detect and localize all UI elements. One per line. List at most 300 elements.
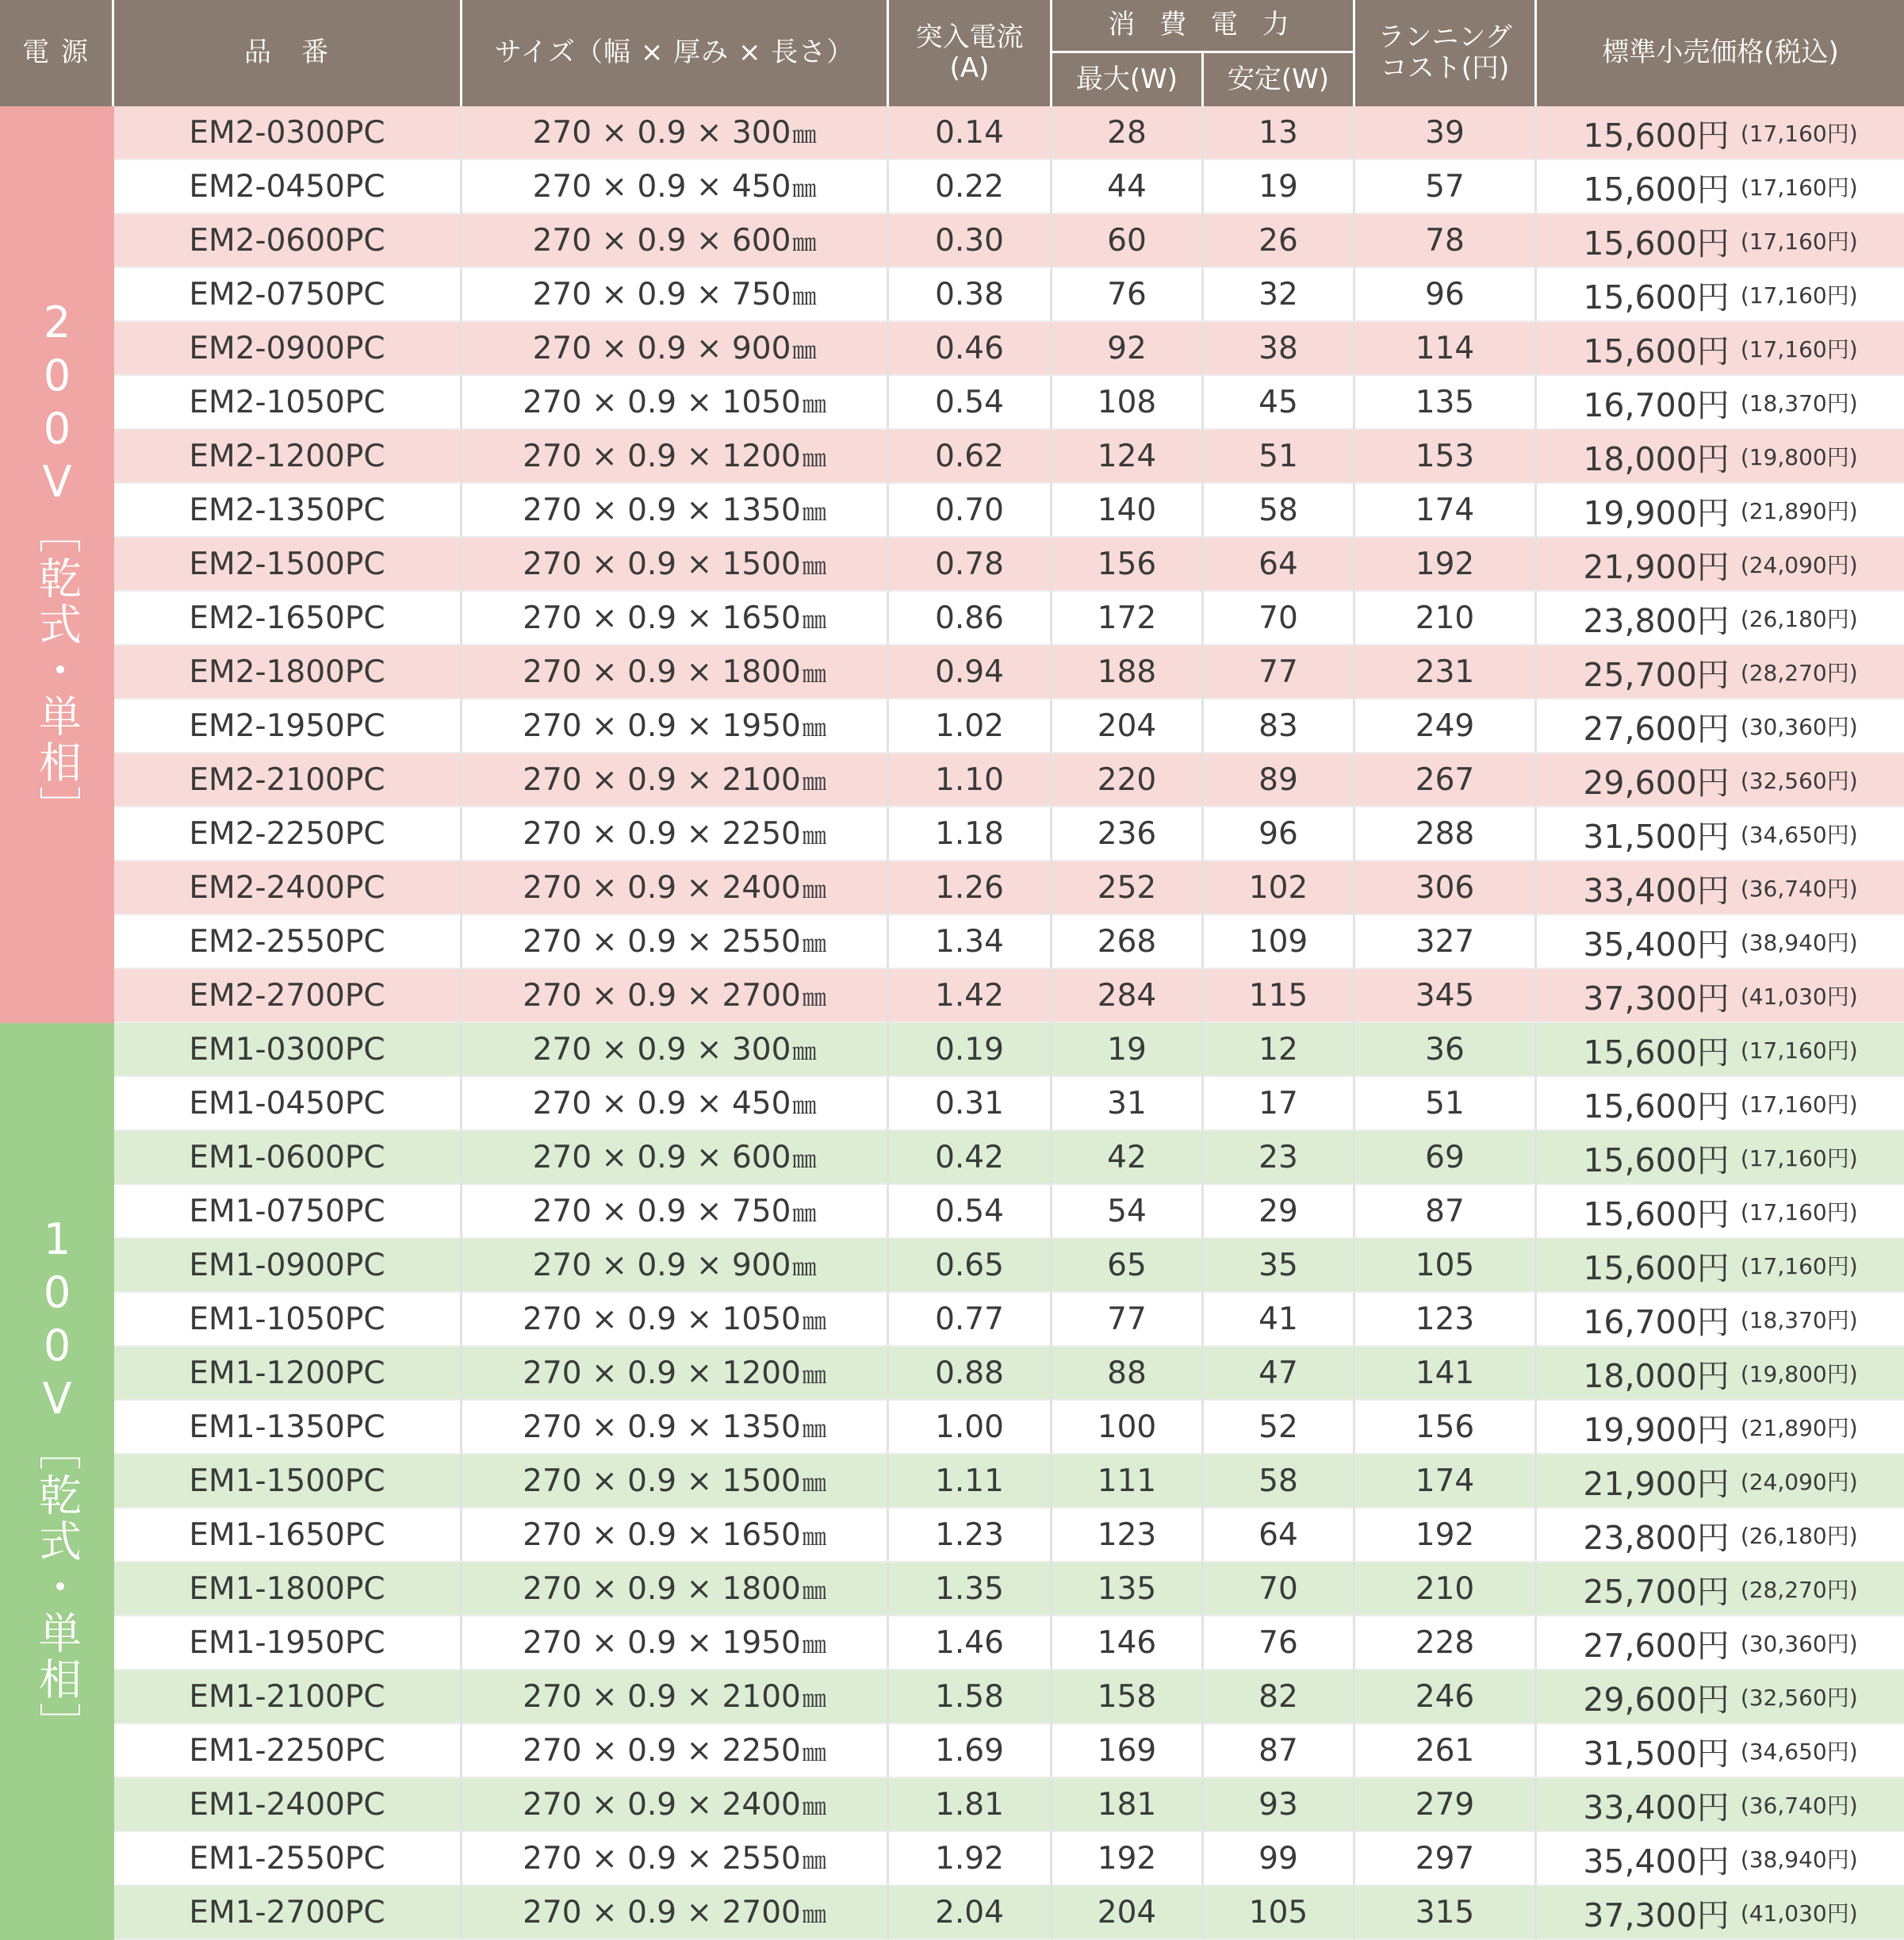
stable-watt: 70 <box>1204 592 1355 646</box>
size-value: 270 × 0.9 × 2550 <box>523 923 801 960</box>
header-inrush-current: 突入電流 (A) <box>889 0 1052 106</box>
running-cost: 36 <box>1355 1023 1537 1077</box>
price-cell <box>1537 1077 1904 1131</box>
header-retail-price: 標準小売価格(税込) <box>1537 0 1904 106</box>
stable-watt: 82 <box>1204 1670 1355 1724</box>
running-cost: 192 <box>1355 1509 1537 1562</box>
size-value: 270 × 0.9 × 750 <box>532 1193 791 1229</box>
size-value: 270 × 0.9 × 2100 <box>523 761 801 798</box>
size-unit: ㎜ <box>802 984 826 1012</box>
running-cost: 87 <box>1355 1185 1537 1239</box>
running-cost: 156 <box>1355 1401 1537 1455</box>
price-value: 21,900円 <box>1583 1464 1730 1503</box>
size-cell <box>462 1185 889 1239</box>
group-200v-label-cell <box>0 106 114 1023</box>
size-unit: ㎜ <box>802 445 826 473</box>
size-cell <box>462 861 889 915</box>
inrush-current: 1.10 <box>889 753 1052 807</box>
max-watt: 123 <box>1052 1509 1204 1562</box>
size-unit: ㎜ <box>792 337 817 365</box>
model-number: EM2-2400PC <box>114 861 462 915</box>
inrush-current: 0.14 <box>889 106 1052 160</box>
inrush-current: 1.81 <box>889 1778 1052 1832</box>
price-tax-included: (24,090円) <box>1740 1469 1858 1495</box>
price-value: 21,900円 <box>1583 547 1730 586</box>
header-stable-watt: 安定(W) <box>1204 53 1355 106</box>
running-cost: 105 <box>1355 1239 1537 1293</box>
model-number: EM2-0900PC <box>114 322 462 376</box>
size-value: 270 × 0.9 × 1800 <box>523 1570 801 1607</box>
price-tax-included: (38,940円) <box>1740 930 1858 956</box>
stable-watt: 51 <box>1204 430 1355 484</box>
max-watt: 156 <box>1052 538 1204 592</box>
price-cell <box>1537 268 1904 322</box>
stable-watt: 41 <box>1204 1293 1355 1347</box>
price-value: 19,900円 <box>1583 493 1730 532</box>
max-watt: 204 <box>1052 1886 1204 1940</box>
stable-watt: 35 <box>1204 1239 1355 1293</box>
price-cell <box>1537 1886 1904 1940</box>
stable-watt: 70 <box>1204 1562 1355 1616</box>
running-cost: 279 <box>1355 1778 1537 1832</box>
price-value: 33,400円 <box>1583 871 1730 910</box>
size-value: 270 × 0.9 × 1350 <box>523 1409 801 1445</box>
size-value: 270 × 0.9 × 2700 <box>523 1894 801 1930</box>
size-cell <box>462 214 889 268</box>
price-tax-included: (30,360円) <box>1740 1631 1858 1657</box>
price-tax-included: (17,160円) <box>1740 121 1858 147</box>
inrush-current: 0.22 <box>889 160 1052 214</box>
price-value: 15,600円 <box>1583 332 1730 370</box>
model-number: EM1-2100PC <box>114 1670 462 1724</box>
inrush-current: 1.26 <box>889 861 1052 915</box>
size-unit: ㎜ <box>802 930 826 958</box>
size-cell <box>462 1401 889 1455</box>
model-number: EM2-1650PC <box>114 592 462 646</box>
price-value: 15,600円 <box>1583 1194 1730 1233</box>
stable-watt: 89 <box>1204 753 1355 807</box>
size-cell <box>462 969 889 1023</box>
running-cost: 123 <box>1355 1293 1537 1347</box>
size-unit: ㎜ <box>802 607 826 635</box>
size-unit: ㎜ <box>802 715 826 742</box>
size-value: 270 × 0.9 × 2400 <box>523 1786 801 1823</box>
size-value: 270 × 0.9 × 2550 <box>523 1840 801 1877</box>
max-watt: 188 <box>1052 646 1204 700</box>
running-cost: 192 <box>1355 538 1537 592</box>
price-value: 29,600円 <box>1583 763 1730 802</box>
price-tax-included: (32,560円) <box>1740 768 1858 794</box>
model-number: EM2-1200PC <box>114 430 462 484</box>
header-power: 電 源 <box>0 0 114 106</box>
model-number: EM2-0300PC <box>114 106 462 160</box>
size-value: 270 × 0.9 × 1650 <box>523 600 801 636</box>
size-unit: ㎜ <box>792 1092 817 1120</box>
running-cost: 174 <box>1355 484 1537 538</box>
max-watt: 92 <box>1052 322 1204 376</box>
inrush-current: 1.42 <box>889 969 1052 1023</box>
model-number: EM2-0450PC <box>114 160 462 214</box>
stable-watt: 115 <box>1204 969 1355 1023</box>
size-unit: ㎜ <box>802 1901 826 1929</box>
size-cell <box>462 1455 889 1509</box>
model-number: EM2-1800PC <box>114 646 462 700</box>
model-number: EM1-0450PC <box>114 1077 462 1131</box>
running-cost: 135 <box>1355 376 1537 430</box>
inrush-current: 1.58 <box>889 1670 1052 1724</box>
inrush-current: 1.02 <box>889 700 1052 753</box>
size-unit: ㎜ <box>802 1362 826 1390</box>
size-value: 270 × 0.9 × 1650 <box>523 1516 801 1553</box>
inrush-current: 0.30 <box>889 214 1052 268</box>
price-tax-included: (36,740円) <box>1740 876 1858 902</box>
size-unit: ㎜ <box>802 1470 826 1497</box>
model-number: EM2-2100PC <box>114 753 462 807</box>
size-unit: ㎜ <box>802 1739 826 1767</box>
price-cell <box>1537 1509 1904 1562</box>
running-cost: 114 <box>1355 322 1537 376</box>
stable-watt: 99 <box>1204 1832 1355 1886</box>
stable-watt: 52 <box>1204 1401 1355 1455</box>
model-number: EM1-1950PC <box>114 1616 462 1670</box>
size-unit: ㎜ <box>802 1578 826 1605</box>
group-200v-label: 200V［乾式・単相］ <box>32 297 82 832</box>
max-watt: 146 <box>1052 1616 1204 1670</box>
price-tax-included: (17,160円) <box>1740 336 1858 362</box>
size-cell <box>462 538 889 592</box>
price-tax-included: (18,370円) <box>1740 390 1858 416</box>
max-watt: 204 <box>1052 700 1204 753</box>
size-unit: ㎜ <box>792 229 817 257</box>
price-tax-included: (34,650円) <box>1740 822 1858 848</box>
size-value: 270 × 0.9 × 2100 <box>523 1678 801 1715</box>
size-unit: ㎜ <box>802 391 826 419</box>
stable-watt: 77 <box>1204 646 1355 700</box>
size-unit: ㎜ <box>802 1524 826 1551</box>
running-cost: 288 <box>1355 807 1537 861</box>
model-number: EM2-1350PC <box>114 484 462 538</box>
stable-watt: 96 <box>1204 807 1355 861</box>
price-tax-included: (28,270円) <box>1740 660 1858 686</box>
max-watt: 54 <box>1052 1185 1204 1239</box>
model-number: EM1-1800PC <box>114 1562 462 1616</box>
model-number: EM1-2400PC <box>114 1778 462 1832</box>
price-cell <box>1537 430 1904 484</box>
price-tax-included: (28,270円) <box>1740 1577 1858 1603</box>
price-value: 37,300円 <box>1583 979 1730 1018</box>
inrush-current: 0.78 <box>889 538 1052 592</box>
size-unit: ㎜ <box>802 1685 826 1713</box>
size-unit: ㎜ <box>802 1416 826 1443</box>
model-number: EM1-0900PC <box>114 1239 462 1293</box>
size-value: 270 × 0.9 × 2250 <box>523 1732 801 1769</box>
price-tax-included: (36,740円) <box>1740 1792 1858 1819</box>
model-number: EM2-2250PC <box>114 807 462 861</box>
size-value: 270 × 0.9 × 1800 <box>523 654 801 690</box>
price-tax-included: (30,360円) <box>1740 714 1858 740</box>
size-unit: ㎜ <box>802 499 826 527</box>
price-value: 15,600円 <box>1583 1087 1730 1125</box>
price-cell <box>1537 1401 1904 1455</box>
price-tax-included: (41,030円) <box>1740 1900 1858 1927</box>
price-value: 15,600円 <box>1583 278 1730 316</box>
size-cell <box>462 430 889 484</box>
running-cost: 69 <box>1355 1131 1537 1185</box>
inrush-current: 1.23 <box>889 1509 1052 1562</box>
price-cell <box>1537 969 1904 1023</box>
price-tax-included: (21,890円) <box>1740 1415 1858 1441</box>
price-cell <box>1537 753 1904 807</box>
stable-watt: 38 <box>1204 322 1355 376</box>
price-cell <box>1537 592 1904 646</box>
size-unit: ㎜ <box>792 283 817 311</box>
inrush-current: 0.54 <box>889 376 1052 430</box>
size-cell <box>462 1562 889 1616</box>
model-number: EM1-1200PC <box>114 1347 462 1401</box>
price-cell <box>1537 106 1904 160</box>
stable-watt: 64 <box>1204 538 1355 592</box>
price-value: 18,000円 <box>1583 1356 1730 1395</box>
size-value: 270 × 0.9 × 900 <box>532 1247 791 1283</box>
size-cell <box>462 1832 889 1886</box>
inrush-current: 0.77 <box>889 1293 1052 1347</box>
max-watt: 158 <box>1052 1670 1204 1724</box>
stable-watt: 47 <box>1204 1347 1355 1401</box>
max-watt: 65 <box>1052 1239 1204 1293</box>
inrush-current: 1.69 <box>889 1724 1052 1778</box>
group-100v-label: 100V［乾式・単相］ <box>32 1214 82 1749</box>
size-unit: ㎜ <box>802 822 826 850</box>
model-number: EM2-2550PC <box>114 915 462 969</box>
header-max-watt: 最大(W) <box>1052 53 1204 106</box>
size-value: 270 × 0.9 × 1950 <box>523 707 801 744</box>
price-tax-included: (17,160円) <box>1740 1037 1858 1064</box>
size-cell <box>462 484 889 538</box>
inrush-current: 0.38 <box>889 268 1052 322</box>
size-value: 270 × 0.9 × 600 <box>532 1139 791 1175</box>
stable-watt: 58 <box>1204 484 1355 538</box>
size-unit: ㎜ <box>792 121 817 149</box>
model-number: EM1-2550PC <box>114 1832 462 1886</box>
price-cell <box>1537 1778 1904 1832</box>
running-cost: 297 <box>1355 1832 1537 1886</box>
size-unit: ㎜ <box>792 1146 817 1174</box>
size-value: 270 × 0.9 × 450 <box>532 168 791 205</box>
size-value: 270 × 0.9 × 300 <box>532 114 791 151</box>
price-tax-included: (17,160円) <box>1740 1253 1858 1279</box>
size-cell <box>462 700 889 753</box>
price-cell <box>1537 214 1904 268</box>
size-value: 270 × 0.9 × 2400 <box>523 869 801 906</box>
price-tax-included: (26,180円) <box>1740 1523 1858 1549</box>
inrush-current: 1.11 <box>889 1455 1052 1509</box>
size-value: 270 × 0.9 × 1500 <box>523 546 801 582</box>
price-value: 27,600円 <box>1583 709 1730 748</box>
price-value: 31,500円 <box>1583 817 1730 856</box>
stable-watt: 45 <box>1204 376 1355 430</box>
size-unit: ㎜ <box>792 175 817 203</box>
inrush-current: 0.54 <box>889 1185 1052 1239</box>
price-cell <box>1537 1670 1904 1724</box>
stable-watt: 19 <box>1204 160 1355 214</box>
running-cost: 141 <box>1355 1347 1537 1401</box>
model-number: EM1-1650PC <box>114 1509 462 1562</box>
size-value: 270 × 0.9 × 2250 <box>523 815 801 852</box>
max-watt: 181 <box>1052 1778 1204 1832</box>
price-value: 37,300円 <box>1583 1896 1730 1934</box>
price-value: 16,700円 <box>1583 385 1730 424</box>
price-tax-included: (19,800円) <box>1740 444 1858 470</box>
size-value: 270 × 0.9 × 300 <box>532 1031 791 1068</box>
price-value: 29,600円 <box>1583 1680 1730 1719</box>
running-cost: 96 <box>1355 268 1537 322</box>
price-cell <box>1537 160 1904 214</box>
stable-watt: 13 <box>1204 106 1355 160</box>
price-cell <box>1537 1724 1904 1778</box>
size-cell <box>462 1724 889 1778</box>
price-cell <box>1537 484 1904 538</box>
running-cost: 327 <box>1355 915 1537 969</box>
price-value: 23,800円 <box>1583 601 1730 640</box>
model-number: EM1-1050PC <box>114 1293 462 1347</box>
price-tax-included: (18,370円) <box>1740 1307 1858 1333</box>
running-cost: 231 <box>1355 646 1537 700</box>
stable-watt: 29 <box>1204 1185 1355 1239</box>
price-value: 15,600円 <box>1583 170 1730 209</box>
max-watt: 268 <box>1052 915 1204 969</box>
price-cell <box>1537 1562 1904 1616</box>
size-cell <box>462 268 889 322</box>
size-value: 270 × 0.9 × 1050 <box>523 384 801 420</box>
size-value: 270 × 0.9 × 900 <box>532 330 791 366</box>
max-watt: 31 <box>1052 1077 1204 1131</box>
header-power-consumption: 消 費 電 力 <box>1052 0 1355 53</box>
size-unit: ㎜ <box>792 1254 817 1282</box>
price-cell <box>1537 1131 1904 1185</box>
max-watt: 124 <box>1052 430 1204 484</box>
price-cell <box>1537 376 1904 430</box>
price-value: 15,600円 <box>1583 224 1730 263</box>
max-watt: 19 <box>1052 1023 1204 1077</box>
price-cell <box>1537 322 1904 376</box>
size-value: 270 × 0.9 × 1200 <box>523 438 801 474</box>
size-value: 270 × 0.9 × 450 <box>532 1085 791 1121</box>
size-cell <box>462 1023 889 1077</box>
running-cost: 78 <box>1355 214 1537 268</box>
size-cell <box>462 160 889 214</box>
max-watt: 77 <box>1052 1293 1204 1347</box>
price-tax-included: (17,160円) <box>1740 1091 1858 1118</box>
stable-watt: 105 <box>1204 1886 1355 1940</box>
price-tax-included: (17,160円) <box>1740 1199 1858 1225</box>
header-model: 品 番 <box>114 0 462 106</box>
max-watt: 44 <box>1052 160 1204 214</box>
max-watt: 88 <box>1052 1347 1204 1401</box>
price-value: 15,600円 <box>1583 1033 1730 1072</box>
size-cell <box>462 1239 889 1293</box>
running-cost: 249 <box>1355 700 1537 753</box>
running-cost: 345 <box>1355 969 1537 1023</box>
size-cell <box>462 1616 889 1670</box>
price-value: 18,000円 <box>1583 439 1730 478</box>
size-cell <box>462 1670 889 1724</box>
header-size: サイズ（幅 × 厚み × 長さ） <box>462 0 889 106</box>
running-cost: 153 <box>1355 430 1537 484</box>
inrush-current: 0.70 <box>889 484 1052 538</box>
model-number: EM2-1950PC <box>114 700 462 753</box>
price-tax-included: (41,030円) <box>1740 983 1858 1010</box>
price-tax-included: (38,940円) <box>1740 1846 1858 1873</box>
stable-watt: 32 <box>1204 268 1355 322</box>
max-watt: 100 <box>1052 1401 1204 1455</box>
inrush-current: 0.62 <box>889 430 1052 484</box>
max-watt: 111 <box>1052 1455 1204 1509</box>
stable-watt: 64 <box>1204 1509 1355 1562</box>
stable-watt: 26 <box>1204 214 1355 268</box>
price-cell <box>1537 1832 1904 1886</box>
size-value: 270 × 0.9 × 600 <box>532 222 791 259</box>
size-value: 270 × 0.9 × 1500 <box>523 1463 801 1499</box>
price-tax-included: (17,160円) <box>1740 1145 1858 1171</box>
model-number: EM2-1500PC <box>114 538 462 592</box>
model-number: EM1-0300PC <box>114 1023 462 1077</box>
size-value: 270 × 0.9 × 750 <box>532 276 791 312</box>
stable-watt: 23 <box>1204 1131 1355 1185</box>
inrush-current: 1.18 <box>889 807 1052 861</box>
inrush-current: 0.46 <box>889 322 1052 376</box>
model-number: EM1-0750PC <box>114 1185 462 1239</box>
stable-watt: 109 <box>1204 915 1355 969</box>
price-cell <box>1537 1023 1904 1077</box>
stable-watt: 12 <box>1204 1023 1355 1077</box>
group-100v-label-cell <box>0 1023 114 1940</box>
price-value: 15,600円 <box>1583 116 1730 155</box>
stable-watt: 93 <box>1204 1778 1355 1832</box>
max-watt: 236 <box>1052 807 1204 861</box>
max-watt: 28 <box>1052 106 1204 160</box>
model-number: EM1-1350PC <box>114 1401 462 1455</box>
stable-watt: 83 <box>1204 700 1355 753</box>
running-cost: 261 <box>1355 1724 1537 1778</box>
price-cell <box>1537 1293 1904 1347</box>
price-cell <box>1537 538 1904 592</box>
max-watt: 172 <box>1052 592 1204 646</box>
price-cell <box>1537 915 1904 969</box>
model-number: EM1-0600PC <box>114 1131 462 1185</box>
running-cost: 210 <box>1355 1562 1537 1616</box>
model-number: EM2-0600PC <box>114 214 462 268</box>
size-unit: ㎜ <box>792 1038 817 1066</box>
running-cost: 267 <box>1355 753 1537 807</box>
inrush-current: 1.46 <box>889 1616 1052 1670</box>
price-cell <box>1537 861 1904 915</box>
size-cell <box>462 646 889 700</box>
inrush-current: 0.88 <box>889 1347 1052 1401</box>
running-cost: 228 <box>1355 1616 1537 1670</box>
running-cost: 57 <box>1355 160 1537 214</box>
size-cell <box>462 1131 889 1185</box>
price-cell <box>1537 1185 1904 1239</box>
size-unit: ㎜ <box>792 1200 817 1228</box>
running-cost: 306 <box>1355 861 1537 915</box>
price-tax-included: (17,160円) <box>1740 282 1858 309</box>
price-cell <box>1537 807 1904 861</box>
max-watt: 108 <box>1052 376 1204 430</box>
stable-watt: 87 <box>1204 1724 1355 1778</box>
max-watt: 135 <box>1052 1562 1204 1616</box>
header-running-cost: ランニング コスト(円) <box>1355 0 1537 106</box>
price-value: 31,500円 <box>1583 1734 1730 1773</box>
